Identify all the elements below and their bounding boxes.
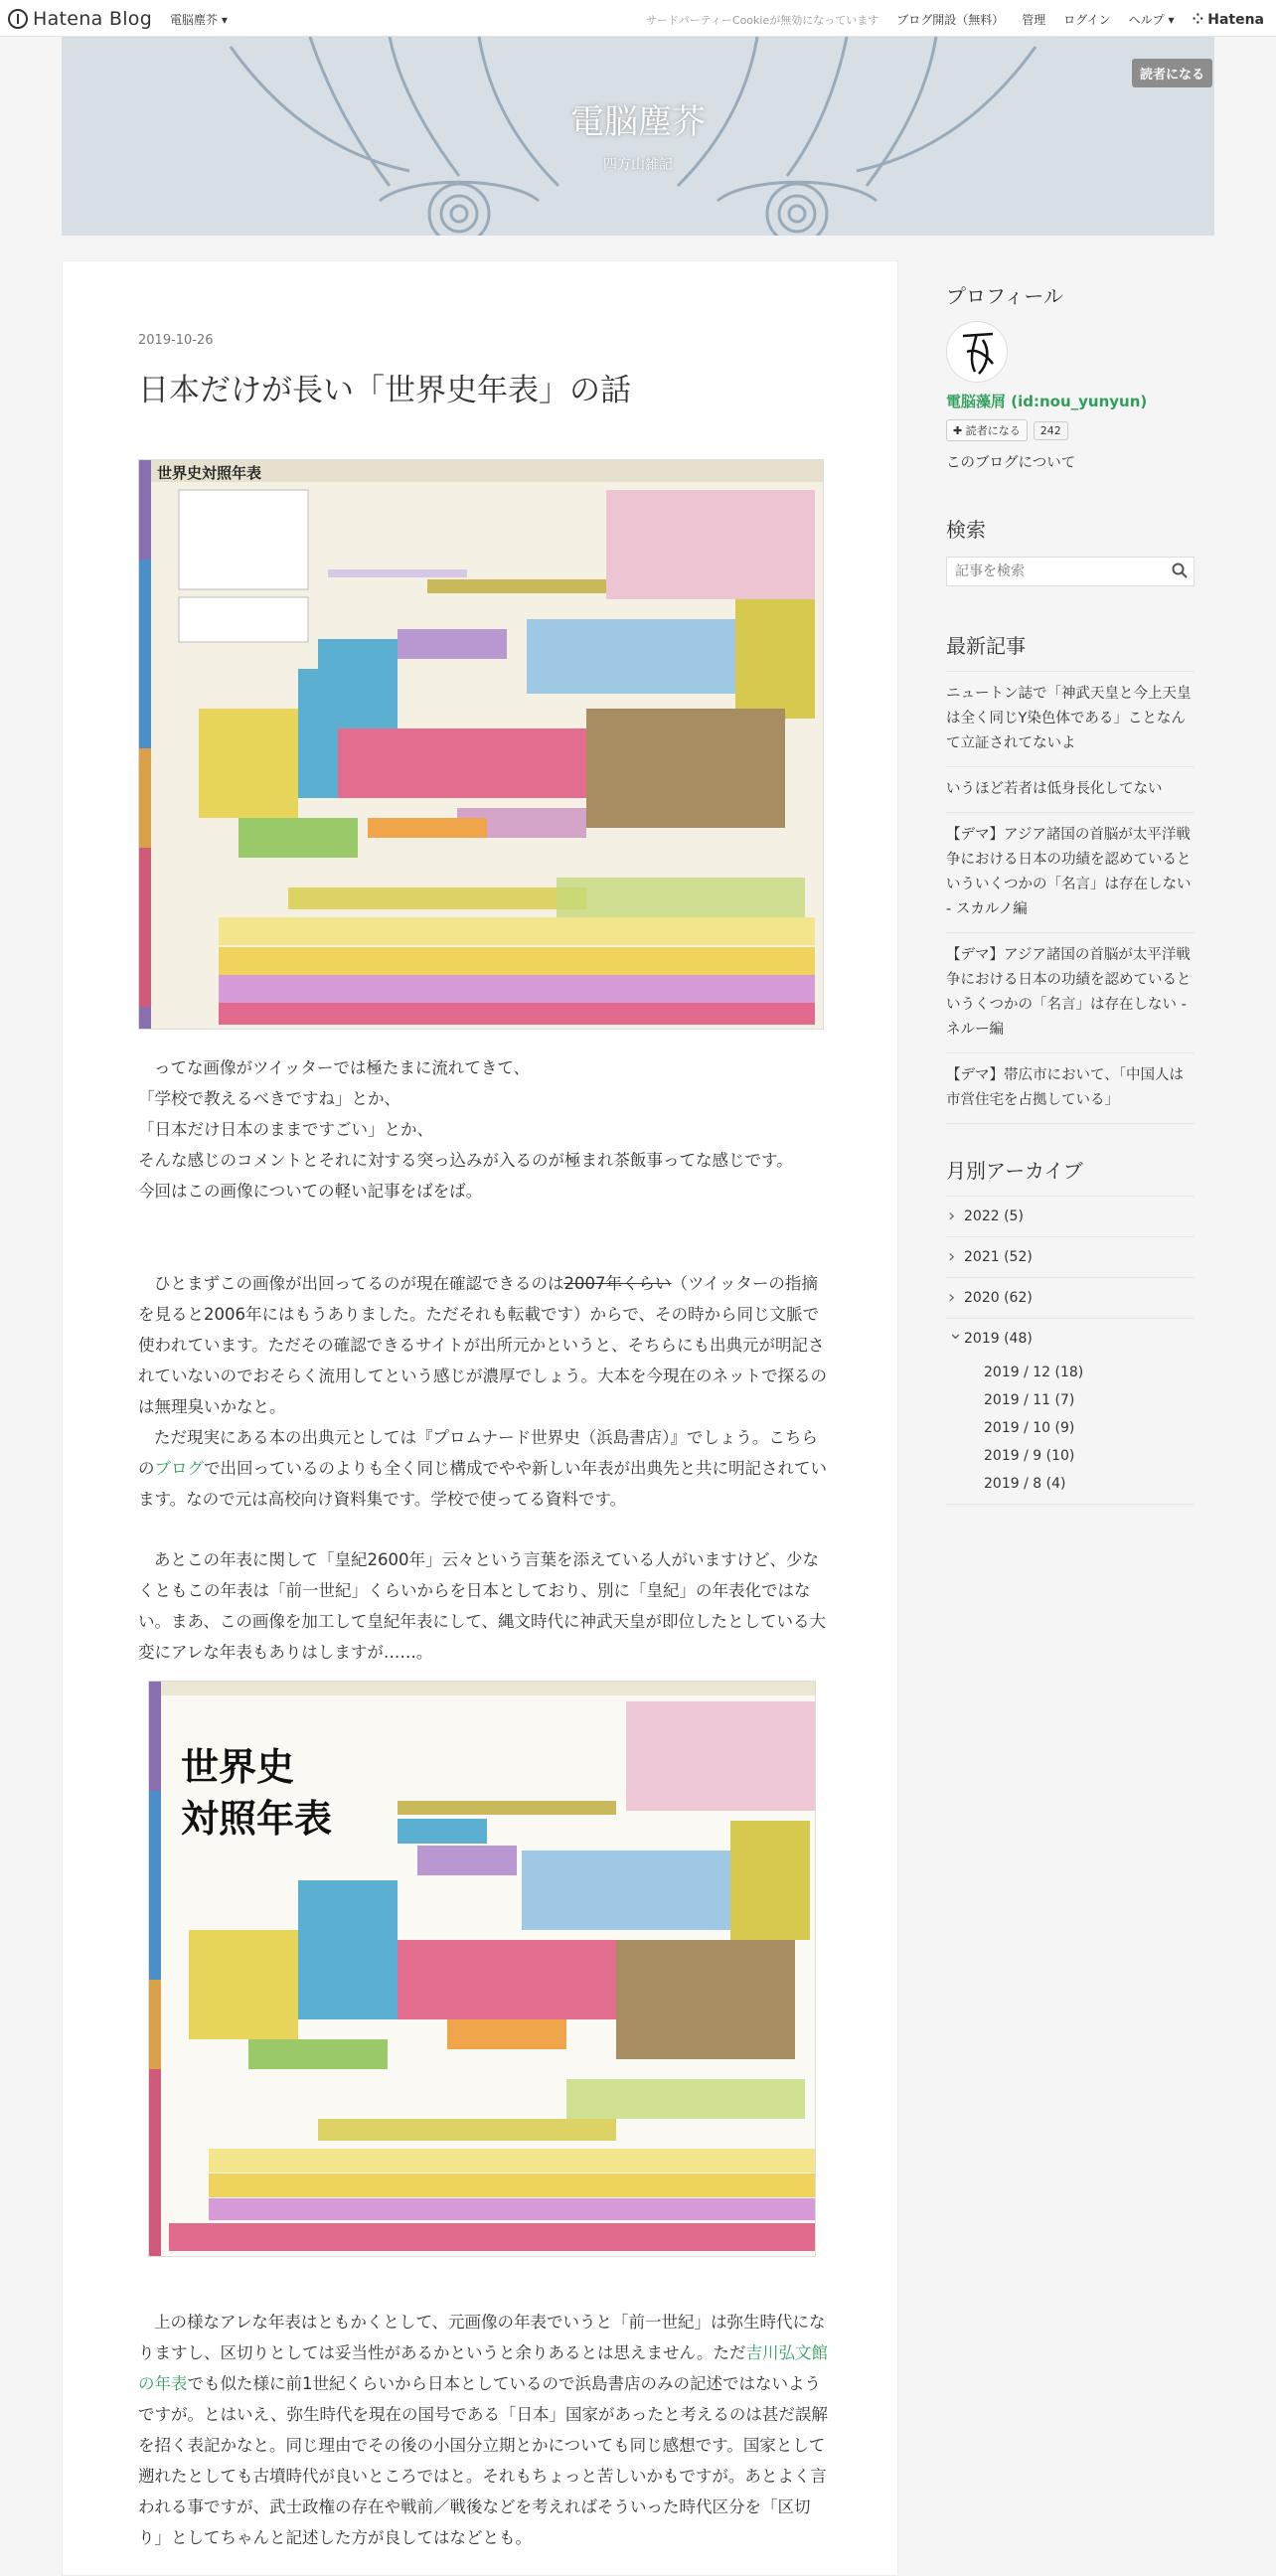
- subscriber-count[interactable]: 242: [1034, 421, 1068, 440]
- search-heading: 検索: [946, 518, 986, 542]
- avatar[interactable]: [946, 321, 1008, 383]
- search-module: [946, 514, 1195, 586]
- image2-heading: 世界史 対照年表: [181, 1745, 333, 1841]
- recent-heading: 最新記事: [946, 634, 1026, 658]
- blog-title[interactable]: 電脳塵芥: [570, 102, 706, 142]
- paragraph-3: ただ現実にある本の出典元としては『プロムナード世界史（浜島書店）』でしょう。こちらのブログで出回っているのよりも全く同じ構成でやや新しい年表が出典先と共に明記されています。なので元は高校向け資料集です。学校で使ってる資料です。: [138, 1428, 827, 1509]
- image1-heading: 世界史対照年表: [157, 464, 262, 482]
- recent-item[interactable]: 【デマ】帯広市において、「中国人は市営住宅を占拠している」: [946, 1053, 1195, 1124]
- archive-year[interactable]: › 2021 (52): [946, 1237, 1195, 1278]
- archive-month[interactable]: 2019 / 12 (18): [984, 1365, 1084, 1380]
- search-input[interactable]: [947, 558, 1156, 585]
- search-box: [946, 557, 1195, 586]
- login-link[interactable]: ログイン: [1063, 13, 1111, 27]
- paragraph-2: ひとまずこの画像が出回ってるのが現在確認できるのは2007年くらい（ツイッターの指摘を見ると2006年にはもうありました。ただそれも転載です）からで、その時から同じ文脈で使われています。ただその確認できるサイトが出所元かというと、そちらにも出典元が明記されていないのでおそらく流用してという感じが濃厚でしょう。大本を今現在のネットで探るのは無理臭いかなと。: [138, 1274, 827, 1416]
- recent-item[interactable]: いうほど若者は低身長化してない: [946, 767, 1195, 813]
- article: [62, 260, 898, 2576]
- blog-description: 四方山雑記: [603, 157, 673, 173]
- sidebar-subscribe-button[interactable]: ✚ 読者になる: [946, 419, 1028, 441]
- global-nav: [646, 11, 1264, 28]
- recent-module: [946, 630, 1195, 1124]
- cookie-notice[interactable]: サードパーティーCookieが無効になっています: [645, 13, 879, 27]
- plus-icon: ✚: [953, 424, 966, 437]
- profile-name[interactable]: 電脳藻屑 (id:nou_yunyun): [946, 393, 1148, 410]
- hatena-dots-icon: ⁘: [1192, 11, 1204, 28]
- archive-year[interactable]: › 2022 (5): [946, 1197, 1195, 1237]
- profile-module: [946, 280, 1195, 472]
- sidebar-subscribe: [946, 419, 1068, 441]
- start-blog-link[interactable]: ブログ開設（無料）: [896, 13, 1005, 27]
- admin-link[interactable]: 管理: [1022, 13, 1046, 27]
- header-subscribe-button[interactable]: 読者になる: [1132, 59, 1212, 87]
- article-title[interactable]: 日本だけが長い「世界史年表」の話: [138, 373, 631, 408]
- archive-year-expanded[interactable]: ⌄ 2019 (48): [946, 1319, 1195, 1359]
- timeline-image-2[interactable]: [148, 1681, 816, 2257]
- archive-heading: 月別アーカイブ: [946, 1159, 1083, 1183]
- recent-item[interactable]: 【デマ】アジア諸国の首脳が太平洋戦争における日本の功績を認めているといういくつかの「名言」は存在しない - スカルノ編: [946, 813, 1195, 933]
- recent-list: [946, 671, 1195, 1124]
- hatena-menu[interactable]: ⁘ Hatena: [1192, 11, 1264, 28]
- archive-month[interactable]: 2019 / 9 (10): [984, 1448, 1075, 1464]
- recent-item[interactable]: ニュートン誌で「神武天皇と今上天皇は全く同じY染色体である」ことなんて立証されてないよ: [946, 672, 1195, 767]
- hatena-blog-logo[interactable]: Hatena Blog: [8, 8, 152, 30]
- archive-module: [946, 1155, 1195, 1505]
- paragraph-5: 上の様なアレな年表はともかくとして、元画像の年表でいうと「前一世紀」は弥生時代になりますし、区切りとしては妥当性があるかというと余りあるとは思えません。ただ吉川弘文館の年表でも似た様に前1世紀くらいから日本としているので浜島書店のみの記述ではないようですが。とはいえ、弥生時代を現在の国号である「日本」国家があったと考えるのは甚だ誤解を招く表記かなと。同じ理由でその後の小国分立期とかについても同じ感想です。国家として遡れたとしても古墳時代が良いところではと。それもちょっと苦しいかもですが。あとよく言われる事ですが、武士政権の存在や戦前／戦後などを考えればそういった時代区分を「区切り」としてちゃんと記述した方が良してはなどとも。: [138, 2313, 828, 2547]
- archive-list: [946, 1196, 1195, 1505]
- blog-header: [62, 37, 1214, 236]
- archive-month[interactable]: 2019 / 11 (7): [984, 1392, 1075, 1408]
- archive-month[interactable]: 2019 / 8 (4): [946, 1470, 1195, 1505]
- recent-item[interactable]: 【デマ】アジア諸国の首脳が太平洋戦争における日本の功績を認めているというくつかの「名言」は存在しない - ネルー編: [946, 933, 1195, 1053]
- archive-year[interactable]: › 2020 (62): [946, 1278, 1195, 1319]
- search-icon[interactable]: [1172, 563, 1188, 582]
- help-menu[interactable]: ヘルプ ▾: [1128, 13, 1175, 27]
- paragraph-4: あとこの年表に関して「皇紀2600年」云々という言葉を添えている人がいますけど、少なくともこの年表は「前一世紀」くらいからを日本としており、別に「皇紀」の年表化ではない。まあ、この画像を加工して皇紀年表にして、縄文時代に神武天皇が即位したとしている大変にアレな年表もありはしますが……。: [138, 1550, 827, 1662]
- profile-heading: プロフィール: [946, 284, 1063, 308]
- blog-link[interactable]: ブログ: [154, 1459, 204, 1478]
- timeline-image-1[interactable]: [138, 459, 824, 1030]
- article-date[interactable]: 2019-10-26: [138, 333, 214, 348]
- blog-menu[interactable]: 電脳塵芥 ▾: [170, 13, 228, 27]
- yoshikawa-link[interactable]: 吉川弘文館の年表: [138, 2343, 828, 2393]
- about-link[interactable]: このブログについて: [946, 455, 1076, 471]
- global-header: [0, 0, 1276, 37]
- paragraph-1: ってな画像がツイッターでは極たまに流れてきて、 「学校で教えるべきですね」とか、 「日本だけ日本のままですごい」とか、 そんな感じのコメントとそれに対する突っ込みが入るのが極まれ茶飯事ってな感じです。 今回はこの画像についての軽い記事をばをば。: [138, 1058, 793, 1201]
- archive-month[interactable]: 2019 / 10 (9): [984, 1420, 1075, 1436]
- hatena-logo-icon: [8, 9, 28, 29]
